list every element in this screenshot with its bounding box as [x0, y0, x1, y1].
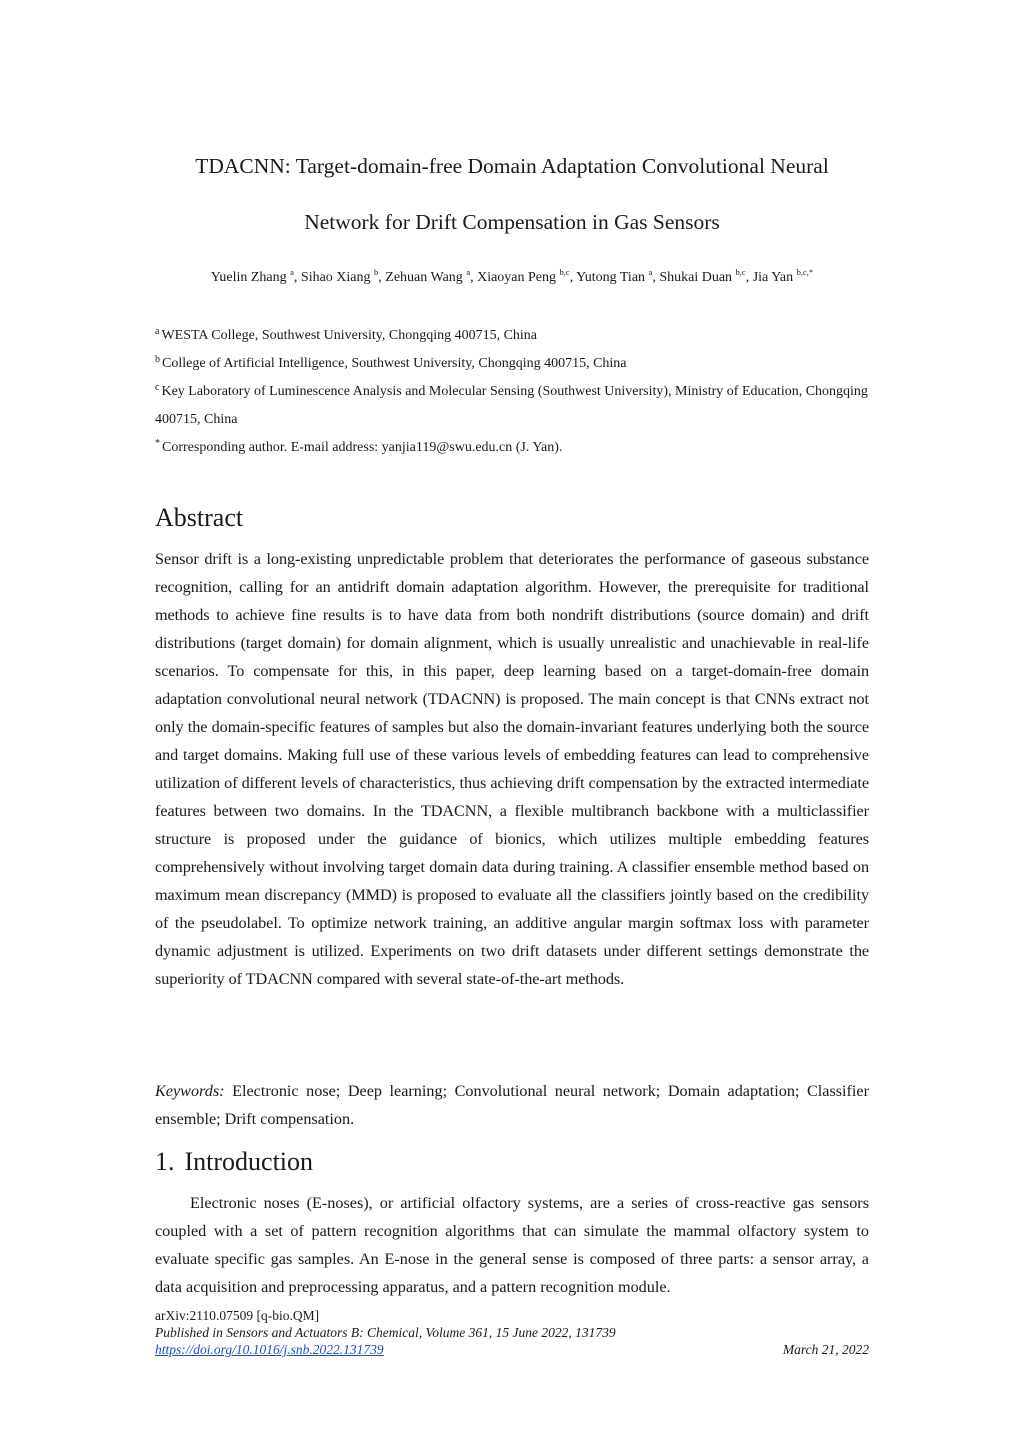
doi-link[interactable]: https://doi.org/10.1016/j.snb.2022.131739: [155, 1342, 384, 1357]
footer-date: March 21, 2022: [782, 1342, 869, 1357]
title-line-2: Network for Drift Compensation in Gas Sensors: [304, 210, 720, 234]
author-6: Shukai Duan $^{b,c}$,: [659, 267, 753, 285]
paper-page: [155, 0, 869, 1448]
introduction-heading: [155, 1144, 313, 1180]
arxiv-id: arXiv:2110.07509 [q-bio.QM]: [155, 1308, 320, 1323]
author-7: Jia Yan $^{b,c,*}$: [752, 267, 814, 285]
author-list: [135, 266, 889, 290]
corresponding-author: * Corresponding author. E-mail address: yanjia119@swu.edu.cn (J. Yan).: [155, 438, 563, 455]
section-title: Introduction: [184, 1147, 314, 1176]
page-footer: [155, 1307, 869, 1358]
paper-title: [135, 138, 889, 250]
affiliation-a: $^a$ WESTA College, Southwest University, Chongqing 400715, China: [155, 326, 538, 343]
abstract-heading: Abstract: [155, 503, 244, 532]
author-3: Zehuan Wang $^a$,: [385, 267, 478, 285]
author-2: Sihao Xiang $^b$,: [300, 267, 386, 285]
author-4: Xiaoyan Peng $^{b,c}$,: [477, 267, 577, 285]
keywords-text: Electronic nose; Deep learning; Convolutional neural network; Domain adaptation; Classifier ensemble; Drift compensation.: [155, 1082, 870, 1128]
affiliations: [155, 322, 869, 462]
affiliation-b: $^b$ College of Artificial Intelligence, Southwest University, Chongqing 400715, China: [155, 354, 627, 371]
section-number: 1.: [155, 1147, 175, 1176]
author-1: Yuelin Zhang $^a$,: [210, 267, 301, 285]
keywords: [155, 1077, 869, 1133]
introduction-text: Electronic noses (E-noses), or artificial olfactory systems, are a series of cross-reactive gas sensors coupled with a set of pattern recognition algorithms that can simulate the mammal olfactory system to evaluate specific gas samples. An E-nose in the general sense is composed of three parts: a sensor array, a data acquisition and preprocessing apparatus, and a pattern recognition module.: [155, 1194, 869, 1296]
title-line-1: TDACNN: Target-domain-free Domain Adaptation Convolutional Neural: [195, 154, 829, 178]
publication-info: Published in Sensors and Actuators B: Chemical, Volume 361, 15 June 2022, 131739: [155, 1325, 616, 1340]
abstract-text: Sensor drift is a long-existing unpredictable problem that deteriorates the performance of gaseous substance recognition, calling for an antidrift domain adaptation algorithm. However, the prerequisite for traditional methods to achieve fine results is to have data from both nondrift distributions (source domain) and drift distributions (target domain) for domain alignment, which is usually unrealistic and unachievable in real-life scenarios. To compensate for this, in this paper, deep learning based on a target-domain-free domain adaptation convolutional neural network (TDACNN) is proposed. The main concept is that CNNs extract not only the domain-specific features of samples but also the domain-invariant features underlying both the source and target domains. Making full use of these various levels of embedding features can lead to comprehensive utilization of different levels of characteristics, thus achieving drift compensation by the extracted intermediate features between two domains. In the TDACNN, a flexible multibranch backbone with a multiclassifier structure is proposed under the guidance of bionics, which utilizes multiple embedding features comprehensively without involving target domain data during training. A classifier ensemble method based on maximum mean discrepancy (MMD) is proposed to evaluate all the classifiers jointly based on the credibility of the pseudolabel. To optimize network training, an additive angular margin softmax loss with parameter dynamic adjustment is utilized. Experiments on two drift datasets under different settings demonstrate the superiority of TDACNN compared with several state-of-the-art methods.: [155, 550, 869, 988]
author-5: Yutong Tian $^a$,: [576, 267, 660, 285]
keywords-label: Keywords:: [155, 1082, 225, 1100]
affiliation-c: $^c$ Key Laboratory of Luminescence Analysis and Molecular Sensing (Southwest University), Ministry of Education, Chongqing 400715, China: [155, 382, 868, 427]
